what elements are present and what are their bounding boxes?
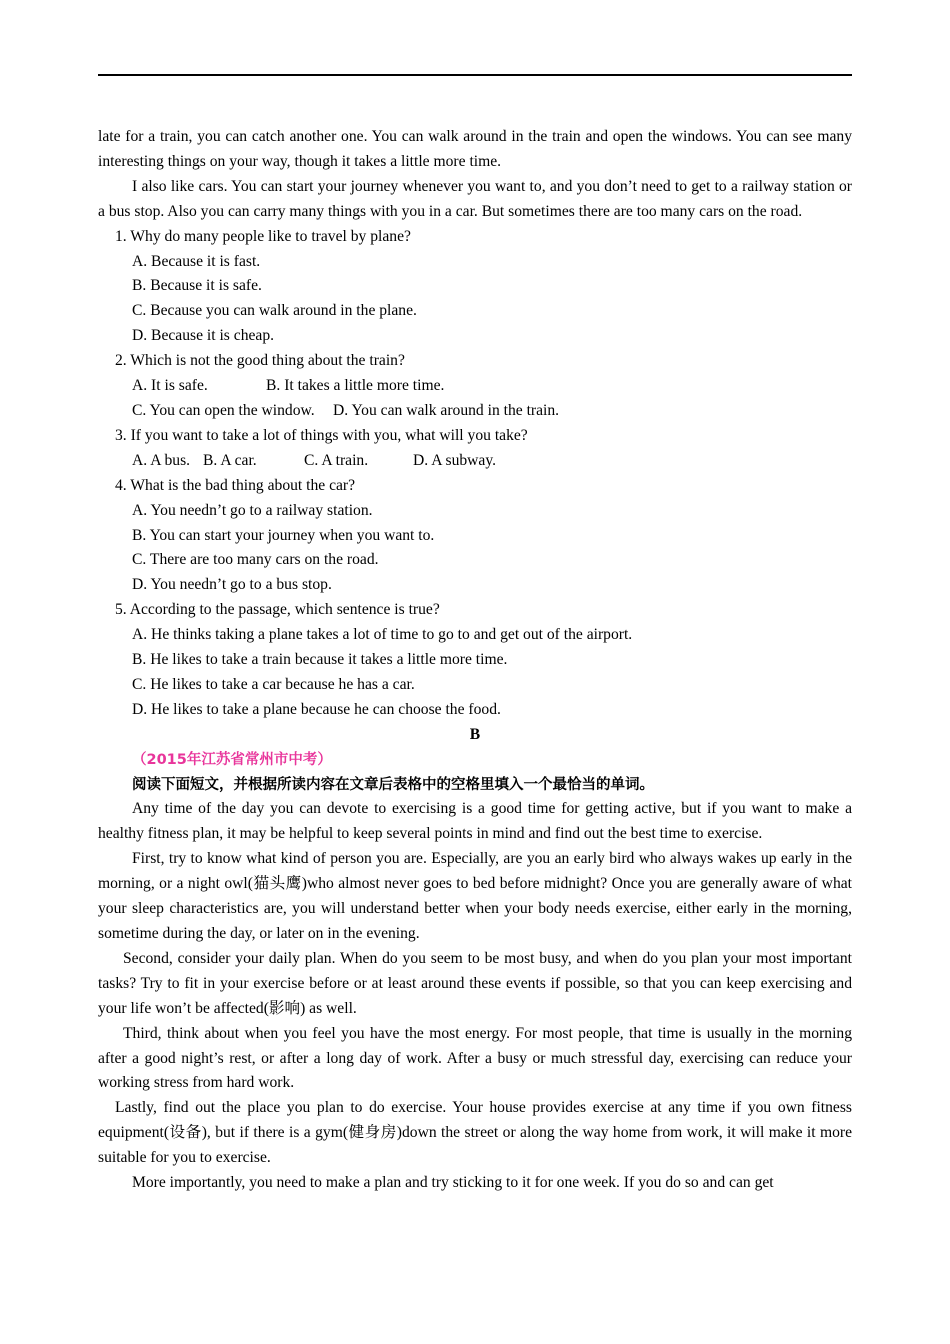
question-option: B. He likes to take a train because it takes a little more time. xyxy=(132,651,508,669)
passage-paragraph: Second, consider your daily plan. When do you seem to be most busy, and when do you plan your most important tasks? Try to fit in your exercise before or at least around these events if possible, so that you can keep exercising and your life won’t be affected(影响) as well. xyxy=(98,949,852,1017)
question-options-row xyxy=(98,449,852,474)
question-stem: 4. What is the bad thing about the car? xyxy=(115,476,356,494)
question-option: C. You can open the window. xyxy=(132,401,315,419)
question-option: A. A bus. xyxy=(132,451,191,469)
question-option: D. A subway. xyxy=(413,451,497,469)
question-stem: 2. Which is not the good thing about the train? xyxy=(115,352,405,370)
question-option: A. You needn’t go to a railway station. xyxy=(132,501,373,519)
passage-paragraph: Any time of the day you can devote to exercising is a good time for getting active, but if you want to make a healthy fitness plan, it may be helpful to keep several points in mind and find out the best time to exercise. xyxy=(98,800,852,843)
passage-paragraph: More importantly, you need to make a plan and try sticking to it for one week. If you do so and can get xyxy=(132,1174,774,1192)
exam-source: （2015年江苏省常州市中考） xyxy=(132,751,332,768)
section-heading: B xyxy=(469,725,481,743)
passage-paragraph: Lastly, find out the place you plan to do exercise. Your house provides exercise at any time if you own fitness equipment(设备), but if there is a gym(健身房)down the street or along the way home from work, it will make it more suitable for you to exercise. xyxy=(98,1099,852,1167)
question-option: C. He likes to take a car because he has a car. xyxy=(132,675,415,693)
question-option: C. A train. xyxy=(304,451,369,469)
question-option: B. Because it is safe. xyxy=(132,277,262,295)
passage-paragraph: I also like cars. You can start your journey whenever you want to, and you don’t need to get to a railway station or a bus stop. Also you can carry many things with you in a car. But sometimes there are too many cars on the road. xyxy=(98,177,852,220)
question-stem: 3. If you want to take a lot of things with you, what will you take? xyxy=(115,426,528,444)
question-option: B. You can start your journey when you want to. xyxy=(132,526,435,544)
question-stem: 1. Why do many people like to travel by plane? xyxy=(115,227,411,245)
question-option: B. A car. xyxy=(203,451,257,469)
question-options-row xyxy=(98,374,852,399)
header-rule xyxy=(98,74,852,76)
question-option: D. You needn’t go to a bus stop. xyxy=(132,576,332,594)
question-option: A. Because it is fast. xyxy=(132,252,261,270)
passage-paragraph: late for a train, you can catch another one. You can walk around in the train and open the windows. You can see many interesting things on your way, though it takes a little more time. xyxy=(98,128,852,170)
question-option: B. It takes a little more time. xyxy=(266,377,445,395)
question-option: A. It is safe. xyxy=(132,377,208,395)
question-option: C. There are too many cars on the road. xyxy=(132,551,379,569)
question-option: C. Because you can walk around in the plane. xyxy=(132,302,417,320)
question-option: A. He thinks taking a plane takes a lot of time to go to and get out of the airport. xyxy=(132,626,633,644)
question-option: D. You can walk around in the train. xyxy=(333,401,560,419)
question-stem: 5. According to the passage, which sentence is true? xyxy=(115,601,440,619)
question-option: D. He likes to take a plane because he can choose the food. xyxy=(132,700,501,718)
question-options-row xyxy=(98,399,852,424)
question-option: D. Because it is cheap. xyxy=(132,327,275,345)
page-content xyxy=(98,125,852,1196)
passage-paragraph: Third, think about when you feel you have the most energy. For most people, that time is usually in the morning after a good night’s rest, or after a long day of work. After a busy or much stressful day, exercising can reduce your working stress from hard work. xyxy=(98,1024,852,1092)
passage-paragraph: First, try to know what kind of person you are. Especially, are you an early bird who always wakes up early in the morning, or a night owl(猫头鹰)who almost never goes to bed before midnight? Once you are generally aware of what your sleep characteristics are, you will understand better when your body needs exercise, either early in the morning, sometime during the day, or later on in the evening. xyxy=(98,850,852,942)
instruction-text: 阅读下面短文，并根据所读内容在文章后表格中的空格里填入一个最恰当的单词。 xyxy=(132,776,654,793)
